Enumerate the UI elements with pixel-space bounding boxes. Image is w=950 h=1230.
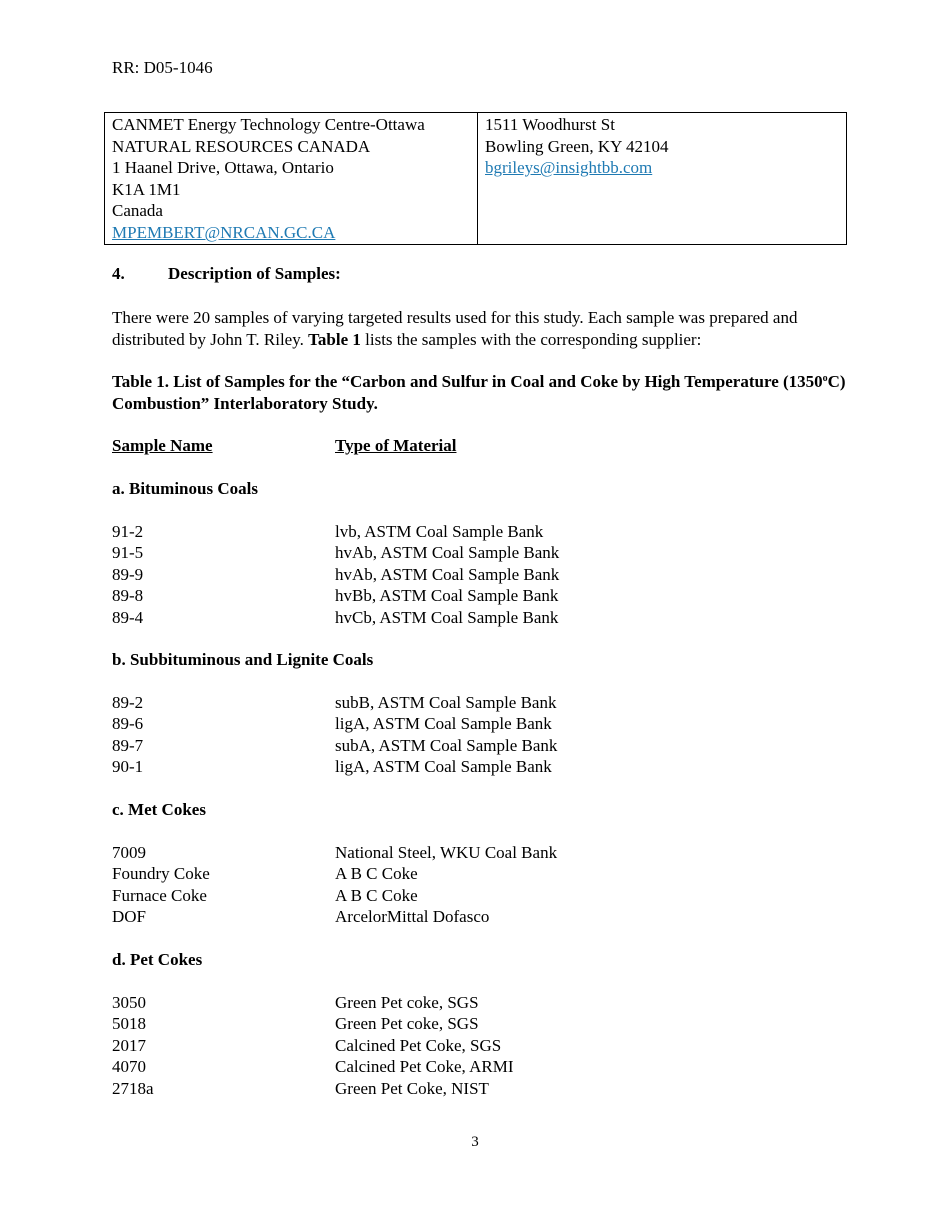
contact-line: CANMET Energy Technology Centre-Ottawa [112, 115, 425, 134]
report-id: RR: D05-1046 [112, 58, 213, 77]
sample-name: 7009 [112, 843, 146, 862]
sample-row [112, 864, 812, 885]
sample-name: Foundry Coke [112, 864, 210, 884]
description-paragraph [112, 307, 852, 350]
contact-left [105, 113, 478, 245]
sample-row [112, 736, 812, 757]
sample-material-type: hvAb, ASTM Coal Sample Bank [335, 564, 560, 584]
sample-material-type: subB, ASTM Coal Sample Bank [335, 693, 557, 712]
sample-name: 89-9 [112, 564, 144, 584]
sample-name: 89-7 [112, 735, 144, 755]
contact-line: Bowling Green, KY 42104 [485, 136, 669, 156]
sample-material-type: hvCb, ASTM Coal Sample Bank [335, 607, 559, 627]
sample-row [112, 757, 812, 778]
sample-name: 89-6 [112, 714, 144, 734]
sample-material-type: ligA, ASTM Coal Sample Bank [335, 757, 552, 777]
sample-name: 5018 [112, 1014, 146, 1034]
caption-text: Table 1. List of Samples for the “Carbon and Sulfur in Coal and Coke by High Temperature (1350 [112, 372, 823, 391]
sample-name: 4070 [112, 1057, 146, 1077]
contact-right [478, 113, 847, 245]
sample-row [112, 1079, 812, 1100]
column-header-sample-name: Sample Name [112, 436, 213, 455]
sample-material-type: Calcined Pet Coke, SGS [335, 1035, 502, 1055]
paragraph-text: lists the samples with the corresponding supplier: [360, 329, 702, 349]
group-title: b. Subbituminous and Lignite Coals [112, 650, 374, 669]
sample-row [112, 1014, 812, 1035]
contact-line: 1 Haanel Drive, Ottawa, Ontario [112, 158, 334, 178]
sample-name: Furnace Coke [112, 885, 207, 905]
column-header-type-of-material: Type of Material [335, 436, 457, 455]
contact-line: Canada [112, 201, 163, 221]
sample-row [112, 886, 812, 907]
caption-text: C) Combustion” Interlaboratory Study. [112, 372, 846, 413]
sample-material-type: Calcined Pet Coke, ARMI [335, 1057, 514, 1077]
sample-name: 3050 [112, 993, 146, 1012]
page-number: 3 [471, 1134, 479, 1150]
sample-row [112, 907, 812, 928]
sample-name: 91-5 [112, 543, 144, 563]
sample-row [112, 993, 812, 1014]
email-link-canmet[interactable]: MPEMBERT@NRCAN.GC.CA [112, 222, 336, 242]
email-link-riley[interactable]: bgrileys@insightbb.com [485, 158, 653, 178]
sample-row [112, 714, 812, 735]
group-title: c. Met Cokes [112, 800, 206, 819]
section-heading [112, 264, 341, 284]
contact-line: NATURAL RESOURCES CANADA [112, 136, 371, 156]
section-number: 4. [112, 264, 125, 283]
sample-material-type: ArcelorMittal Dofasco [335, 907, 490, 927]
sample-material-type: Green Pet Coke, NIST [335, 1078, 489, 1098]
group-title: a. Bituminous Coals [112, 479, 258, 498]
sample-material-type: National Steel, WKU Coal Bank [335, 843, 558, 862]
sample-row [112, 693, 812, 714]
group-title: d. Pet Cokes [112, 950, 203, 969]
sample-row [112, 522, 812, 543]
sample-row [112, 586, 812, 607]
sample-name: 89-2 [112, 693, 144, 712]
sample-material-type: A B C Coke [335, 864, 418, 884]
sample-row [112, 565, 812, 586]
sample-name: 89-8 [112, 586, 144, 606]
sample-material-type: subA, ASTM Coal Sample Bank [335, 735, 558, 755]
paragraph-table-ref: Table 1 [308, 329, 361, 349]
sample-material-type: Green Pet coke, SGS [335, 1014, 479, 1034]
sample-material-type: A B C Coke [335, 885, 418, 905]
caption-superscript: o [822, 373, 828, 384]
contact-line: 1511 Woodhurst St [485, 115, 615, 134]
sample-material-type: hvAb, ASTM Coal Sample Bank [335, 543, 560, 563]
contact-table [104, 112, 847, 245]
sample-material-type: Green Pet coke, SGS [335, 993, 479, 1012]
sample-row [112, 608, 812, 629]
table-caption [112, 371, 852, 414]
sample-name: 89-4 [112, 607, 144, 627]
sample-row [112, 843, 812, 864]
section-title: Description of Samples: [168, 264, 341, 283]
sample-name: 90-1 [112, 757, 144, 777]
sample-row [112, 543, 812, 564]
sample-material-type: hvBb, ASTM Coal Sample Bank [335, 586, 559, 606]
paragraph-text: There were 20 samples of varying targeted results used for this study. Each sample was prepared and distributed by John T. Riley. [112, 308, 798, 349]
sample-name: 2017 [112, 1035, 146, 1055]
contact-line: K1A 1M1 [112, 179, 181, 199]
sample-material-type: ligA, ASTM Coal Sample Bank [335, 714, 552, 734]
sample-name: 2718a [112, 1078, 154, 1098]
sample-name: 91-2 [112, 522, 144, 541]
sample-name: DOF [112, 907, 147, 927]
sample-row [112, 1057, 812, 1078]
sample-row [112, 1036, 812, 1057]
sample-material-type: lvb, ASTM Coal Sample Bank [335, 522, 544, 541]
